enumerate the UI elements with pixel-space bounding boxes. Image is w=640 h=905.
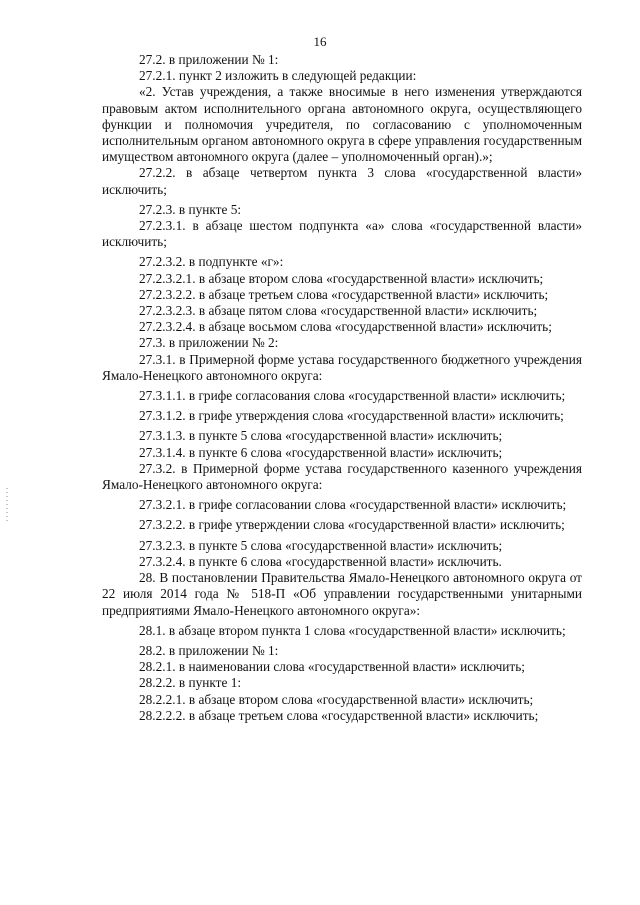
paragraph-28-1: 28.1. в абзаце втором пункта 1 слова «государственной власти» исключить; [139, 622, 566, 638]
paragraph-27-2-2: 27.2.2. в абзаце четвертом пункта 3 слова «государственной власти» исключить; [102, 165, 582, 197]
paragraph-28-2-1: 28.2.1. в наименовании слова «государственной власти» исключить; [139, 659, 525, 675]
paragraph-28-2-2: 28.2.2. в пункте 1: [139, 675, 242, 691]
paragraph-27-3-1-2: 27.3.1.2. в грифе утверждения слова «государственной власти» исключить; [139, 408, 564, 424]
paragraph-27-2-3: 27.2.3. в пункте 5: [139, 201, 242, 217]
paragraph-28-2-2-1: 28.2.2.1. в абзаце втором слова «государственной власти» исключить; [139, 691, 534, 707]
paragraph-27-3-1: 27.3.1. в Примерной форме устава государственного бюджетного учреждения Ямало-Ненецкого автономного округа: [102, 351, 582, 383]
paragraph-27-2-3-1: 27.2.3.1. в абзаце шестом подпункта «а» слова «государственной власти» исключить; [102, 218, 582, 250]
scan-margin-marks [6, 488, 8, 524]
paragraph-27-3-1-3: 27.3.1.3. в пункте 5 слова «государственной власти» исключить; [139, 428, 503, 444]
paragraph-27-3-2-1: 27.3.2.1. в грифе согласовании слова «государственной власти» исключить; [139, 497, 567, 513]
paragraph-27-3: 27.3. в приложении № 2: [139, 335, 279, 351]
paragraph-27-3-2-4: 27.3.2.4. в пункте 6 слова «государственной власти» исключить. [139, 553, 502, 569]
paragraph-28-2: 28.2. в приложении № 1: [139, 642, 279, 658]
paragraph-27-2-1: 27.2.1. пункт 2 изложить в следующей редакции: [139, 68, 417, 84]
paragraph-quoted-clause-2: «2. Устав учреждения, а также вносимые в него изменения утверждаются правовым актом исполнительного органа автономного округа, осуществляющего функции и полномочия учредителя, по согласованию с уполномоченным исполнительным органом автономного округа в сфере управления государственным имуществом автономного округа (далее – уполномоченный орган).»; [102, 84, 582, 165]
paragraph-27-2-3-2-1: 27.2.3.2.1. в абзаце втором слова «государственной власти» исключить; [139, 270, 544, 286]
paragraph-27-3-2: 27.3.2. в Примерной форме устава государственного казенного учреждения Ямало-Ненецкого автономного округа: [102, 460, 582, 493]
paragraph-28: 28. В постановлении Правительства Ямало-Ненецкого автономного округа от 22 июля 2014 года № 518-П «Об управлении государственными унитарными предприятиями Ямало-Ненецкого автономного округа»: [102, 570, 582, 618]
paragraph-27-2-3-2-2: 27.2.3.2.2. в абзаце третьем слова «государственной власти» исключить; [139, 286, 549, 302]
paragraph-27-2-3-2: 27.2.3.2. в подпункте «г»: [139, 254, 284, 270]
page-number: 16 [313, 34, 327, 49]
paragraph-27-3-2-2: 27.3.2.2. в грифе утверждении слова «государственной власти» исключить; [139, 517, 565, 533]
paragraph-27-3-1-1: 27.3.1.1. в грифе согласования слова «государственной власти» исключить; [139, 388, 566, 404]
paragraph-28-2-2-2: 28.2.2.2. в абзаце третьем слова «государственной власти» исключить; [139, 707, 539, 723]
paragraph-27-3-1-4: 27.3.1.4. в пункте 6 слова «государственной власти» исключить; [139, 444, 503, 460]
paragraph-27-3-2-3: 27.3.2.3. в пункте 5 слова «государственной власти» исключить; [139, 537, 503, 553]
paragraph-27-2: 27.2. в приложении № 1: [139, 52, 279, 67]
paragraph-27-2-3-2-4: 27.2.3.2.4. в абзаце восьмом слова «государственной власти» исключить; [139, 319, 552, 335]
document-body [102, 52, 582, 724]
paragraph-27-2-3-2-3: 27.2.3.2.3. в абзаце пятом слова «государственной власти» исключить; [139, 303, 538, 319]
